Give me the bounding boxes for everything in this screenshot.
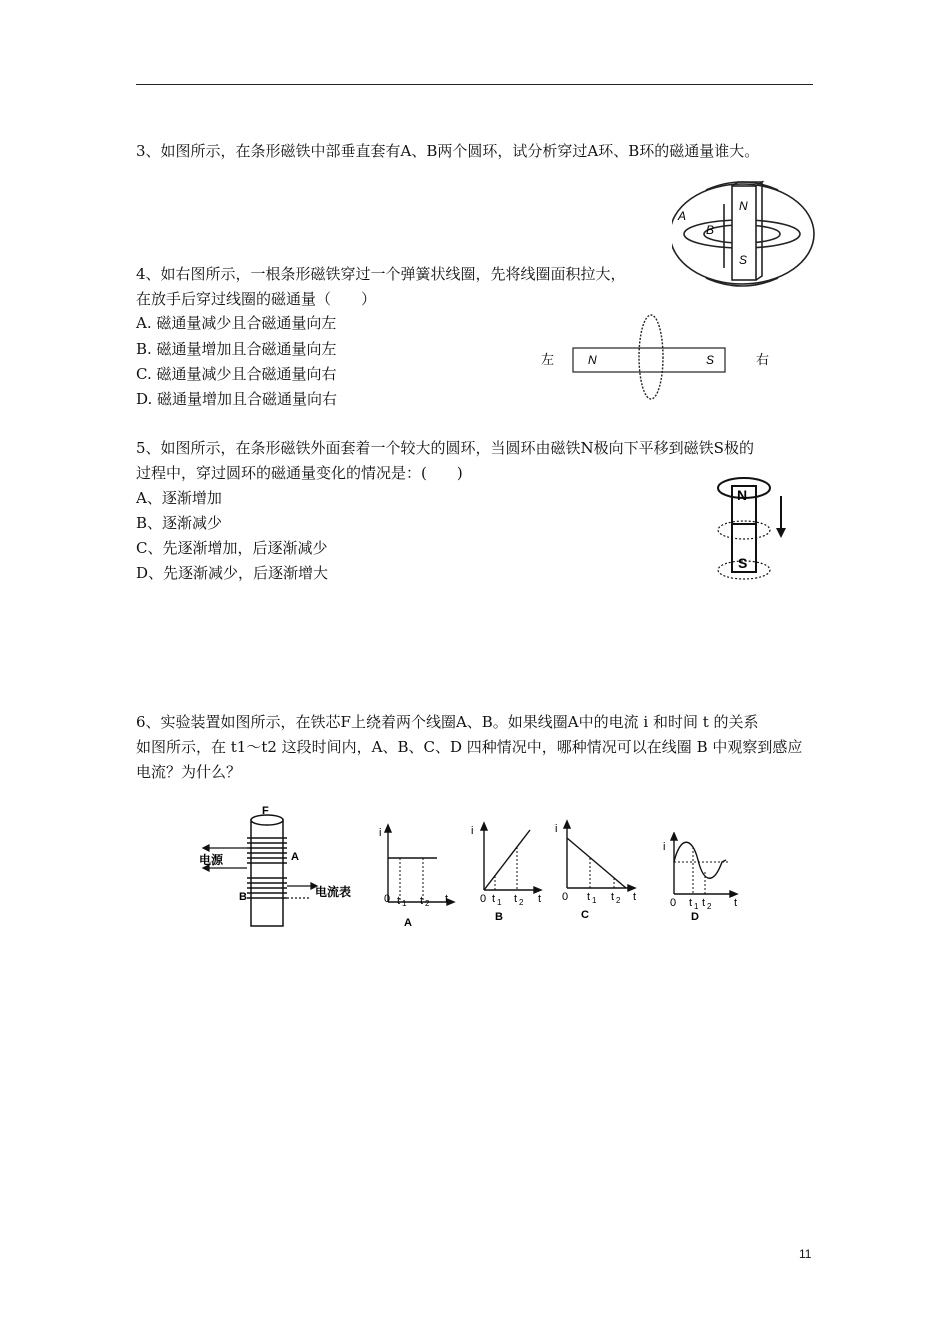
- q6-graph-a-t2: t: [420, 895, 424, 907]
- q6-graph-d-caption: D: [691, 911, 699, 923]
- header-rule: [136, 84, 813, 85]
- q4-label-n: N: [588, 353, 597, 367]
- q6-graph-c-t1-sub: 1: [592, 896, 597, 905]
- q6-graph-b-caption: B: [495, 911, 503, 923]
- q4-option-a: A. 磁通量减少且合磁通量向左: [136, 314, 337, 332]
- q5-line2: 过程中，穿过圆环的磁通量变化的情况是：( ): [136, 464, 463, 482]
- q6-label-power: 电源: [199, 853, 224, 867]
- q6-graph-c-origin: 0: [562, 891, 569, 903]
- q6-graph-d-t1: t: [689, 897, 693, 909]
- q6-graph-b-t1-sub: 1: [497, 898, 502, 907]
- q6-graph-c-t2: t: [611, 891, 615, 903]
- q6-graph-d-t2-sub: 2: [707, 902, 712, 911]
- q3-label-b: B: [706, 223, 715, 237]
- q6-graph-c-t2-sub: 2: [616, 896, 621, 905]
- q5-figure: [708, 474, 808, 586]
- q6-graph-d-origin: 0: [670, 897, 677, 909]
- q5-option-d: D、先逐渐减少，后逐渐增大: [136, 564, 329, 582]
- q5-label-n: N: [737, 487, 748, 503]
- q4-label-left: 左: [541, 352, 555, 367]
- q6-graph-b: [466, 820, 548, 925]
- q3-figure: [672, 180, 817, 288]
- q4-figure: [536, 310, 776, 406]
- q6-apparatus: [195, 804, 365, 930]
- q5-option-c: C、先逐渐增加，后逐渐减少: [136, 539, 328, 557]
- q3-label-a: A: [678, 209, 687, 223]
- q6-label-coil-b: B: [239, 891, 247, 903]
- q6-graph-a: [375, 822, 457, 932]
- q6-graph-d-curve: [674, 842, 726, 878]
- q3-text: 3、如图所示，在条形磁铁中部垂直套有A、B两个圆环，试分析穿过A环、B环的磁通量谁大。: [136, 142, 760, 160]
- page-number: 11: [799, 1247, 812, 1261]
- q4-option-c: C. 磁通量减少且合磁通量向右: [136, 365, 337, 383]
- q4-line2: 在放手后穿过线圈的磁通量（ ）: [136, 290, 377, 308]
- q5-option-a: A、逐渐增加: [136, 489, 222, 507]
- q6-graph-c-curve: [567, 838, 626, 888]
- q6-graph-c-axis-i: i: [555, 823, 558, 835]
- q6-graph-a-caption: A: [404, 917, 412, 929]
- q6-graph-d-t2: t: [702, 897, 706, 909]
- q5-option-b: B、逐渐减少: [136, 514, 223, 532]
- q6-graph-a-t2-sub: 2: [425, 899, 430, 908]
- q3-label-n: N: [739, 199, 748, 213]
- q6-graph-d: [660, 832, 744, 924]
- q6-graph-a-origin: 0: [384, 893, 391, 905]
- q6-line2: 如图所示，在 t1～t2 这段时间内，A、B、C、D 四种情况中，哪种情况可以在线圈 B 中观察到感应: [136, 738, 803, 756]
- q6-graph-d-axis-i: i: [663, 841, 666, 853]
- q6-graph-b-t1: t: [492, 893, 496, 905]
- q6-graph-d-t1-sub: 1: [694, 902, 699, 911]
- q3-label-s: S: [739, 253, 748, 267]
- q6-iron-core: [251, 820, 283, 926]
- q4-label-right: 右: [756, 352, 770, 367]
- q4-option-b: B. 磁通量增加且合磁通量向左: [136, 340, 337, 358]
- q6-graph-a-axis-t: t: [445, 893, 449, 905]
- q6-graph-c-caption: C: [581, 909, 589, 921]
- q4-label-s: S: [706, 353, 715, 367]
- q6-graph-b-axis-i: i: [471, 825, 474, 837]
- q6-graph-b-t2: t: [514, 893, 518, 905]
- q6-graph-a-axis-i: i: [379, 827, 382, 839]
- q5-label-s: S: [738, 555, 748, 571]
- q6-graph-d-axis-t: t: [734, 897, 738, 909]
- q6-graph-b-origin: 0: [480, 893, 487, 905]
- q6-graph-a-t1-sub: 1: [402, 899, 407, 908]
- q6-line1: 6、实验装置如图所示，在铁芯F上绕着两个线圈A、B。如果线圈A中的电流 i 和时间 t 的关系: [136, 713, 759, 731]
- q6-label-core: F: [262, 805, 269, 817]
- q5-line1: 5、如图所示，在条形磁铁外面套着一个较大的圆环，当圆环由磁铁N极向下平移到磁铁S极的: [136, 439, 754, 457]
- q6-graph-c-axis-t: t: [633, 891, 637, 903]
- q4-line1: 4、如右图所示，一根条形磁铁穿过一个弹簧状线圈，先将线圈面积拉大，: [136, 265, 626, 283]
- q6-label-ammeter: 电流表: [315, 885, 352, 899]
- q6-graph-b-axis-t: t: [538, 893, 542, 905]
- q6-line3: 电流？为什么？: [136, 763, 242, 781]
- q6-graph-a-t1: t: [397, 895, 401, 907]
- q4-option-d: D. 磁通量增加且合磁通量向右: [136, 390, 338, 408]
- q6-label-coil-a: A: [291, 851, 299, 863]
- q6-graph-b-t2-sub: 2: [519, 898, 524, 907]
- q6-graph-b-curve: [484, 830, 530, 890]
- q6-graph-c-t1: t: [587, 891, 591, 903]
- q6-graph-c: [552, 818, 642, 923]
